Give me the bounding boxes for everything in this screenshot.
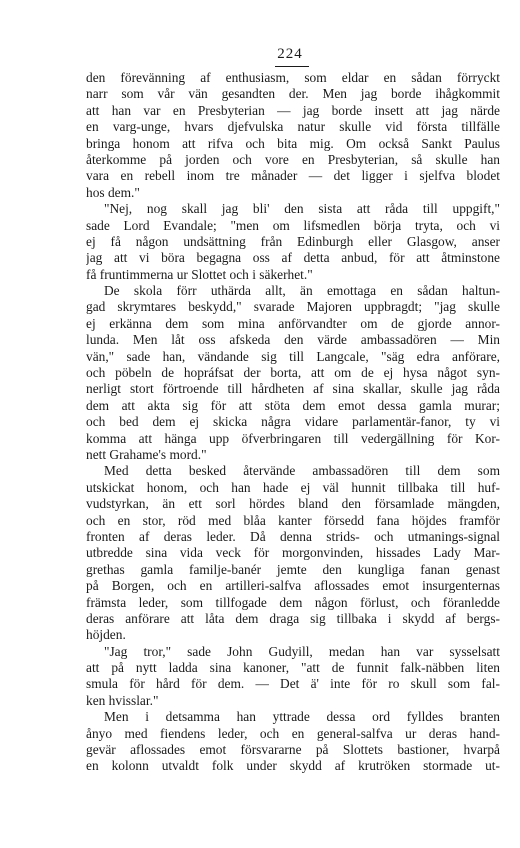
text-line: en varg-unge, hvars djefvulska natur skulle vid första tillfälle <box>86 119 500 135</box>
header-rule <box>275 66 309 67</box>
text-line: ånyo med fiendens leder, och en general-salfva ur deras hand- <box>86 725 500 741</box>
text-line: utskickat honom, och han hade ej väl hunnit tillbaka till huf- <box>86 479 500 495</box>
text-line: dem att akta sig för att stöta dem emot dessa gamla murar; <box>86 397 500 413</box>
text-line: gevär aflossades emot försvararne på Slottets bastioner, hvarpå <box>86 742 500 758</box>
text-line: deras anförare att låta dem draga sig tillbaka i skydd af bergs- <box>86 610 500 626</box>
text-line: sade Lord Evandale; "men om lifsmedlen börja tryta, och vi <box>86 217 500 233</box>
text-line: "Nej, nog skall jag bli' den sista att råda till uppgift," <box>104 201 500 217</box>
text-line: återkomme på jorden och vore en Presbyterian, så skulle han <box>86 151 500 167</box>
text-line: fronten af deras leder. Då denna strids- och utmanings-signal <box>86 528 500 544</box>
text-line: "Jag tror," sade John Gudyill, medan han var sysselsatt <box>104 643 500 659</box>
text-line: ej få någon undsättning från Edinburgh eller Glasgow, anser <box>86 233 500 249</box>
page-number: 224 <box>277 46 303 62</box>
text-line: komma att hänga upp öfverbringaren till vedergällning för Kor- <box>86 430 500 446</box>
text-line: hos dem." <box>86 184 140 200</box>
text-line: vudstyrkan, än ett sorl hördes bland den församlade mängden, <box>86 496 500 512</box>
text-line: narr som vår vän gesandten der. Men jag borde ihågkommit <box>86 86 500 102</box>
text-line: den förevänning af enthusiasm, som eldar en sådan förryckt <box>86 70 500 85</box>
text-line: nett Grahame's mord." <box>86 446 207 462</box>
text-line: främsta leder, som tillfogade dem någon förlust, och föranledde <box>86 594 500 610</box>
text-line: ken hvisslar." <box>86 692 159 708</box>
text-line: smula för hård för dem. — Det ä' inte för ro skull som fal- <box>86 676 500 692</box>
text-line: på Borgen, och en artilleri-salfva aflossades emot insurgenternas <box>86 578 500 594</box>
text-line: vän," sade han, vändande sig till Langcale, "säg edra anförare, <box>86 348 500 364</box>
text-line: Med detta besked återvände ambassadören till dem som <box>104 463 500 479</box>
text-line: och bed dem ej skicka några vidare parlamentär-fanor, ty vi <box>86 414 500 430</box>
body-text <box>86 70 500 775</box>
text-line: höjden. <box>86 627 126 643</box>
text-line: lunda. Men låt oss afskeda den värde ambassadören — Min <box>86 332 500 348</box>
text-line: ej erkänna dem som mina anförvandter om de gjorde annor- <box>86 315 500 331</box>
text-line: och en stor, röd med blåa kanter försedd fana höjdes framför <box>86 512 500 528</box>
text-line: få fruntimmerna ur Slottet och i säkerhet." <box>86 266 313 282</box>
text-line: en kolonn utvaldt folk under skydd af krutröken stormade ut- <box>86 758 500 774</box>
text-line: grethas gamla familje-banér jemte den kungliga fanan genast <box>86 561 500 577</box>
text-line: jag att vi böra begagna oss af detta anbud, för att åtminstone <box>86 250 500 266</box>
text-line: att han var en Presbyterian — jag borde insett att jag närde <box>86 102 500 118</box>
text-line: nerligt stort förtroende till hårdheten af sina skallar, skulle jag råda <box>86 381 500 397</box>
text-line: Men i detsamma han yttrade dessa ord fylldes branten <box>104 709 500 725</box>
text-line: utbredde sina vida veck för morgonvinden, hissades Lady Mar- <box>86 545 500 561</box>
text-line: att på nytt ladda sina kanoner, "att de funnit falk-näbben liten <box>86 660 500 676</box>
text-line: De skola förr uthärda allt, än emottaga en sådan haltun- <box>104 283 500 299</box>
text-line: och pöbeln de hopráfsat der borta, att om de ej hysa något syn- <box>86 365 500 381</box>
text-line: vara en rebell inom tre månader — det ligger i sjelfva blodet <box>86 168 500 184</box>
text-line: gad skrymtares beskydd," svarade Majoren uppbragdt; "jag skulle <box>86 299 500 315</box>
text-line: bringa honom att rifva och bita mig. Om också Sankt Paulus <box>86 135 500 151</box>
